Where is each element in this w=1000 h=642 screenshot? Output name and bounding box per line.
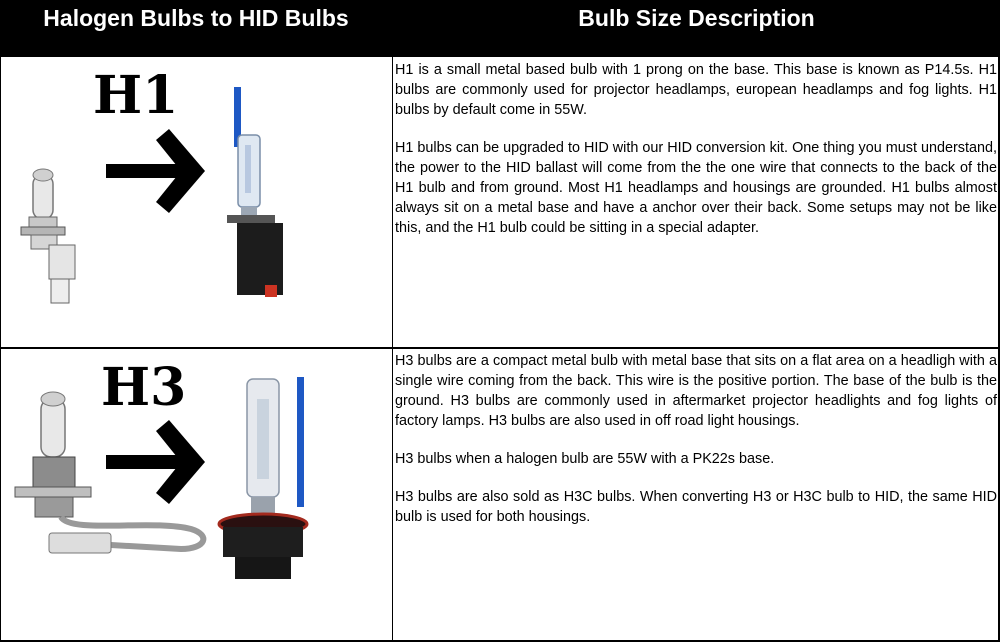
- h1-bulbs-image: [1, 57, 392, 347]
- h3-paragraph: H3 bulbs when a halogen bulb are 55W with a PK22s base.: [395, 451, 775, 467]
- h3-paragraph: H3 bulbs are also sold as H3C bulbs. When converting H3 or H3C bulb to HID, the same HID bulb is used for both housings.: [395, 489, 997, 525]
- hid-h3-bulb-icon: [219, 377, 307, 579]
- conversion-arrow-icon: [106, 420, 205, 504]
- hid-h1-bulb-icon: [227, 87, 283, 297]
- h3-paragraph: H3 bulbs are a compact metal bulb with metal base that sits on a flat area on a headligh with a single wire coming from the back. This wire is the positive portion. The base of the bulb is the ground. H3 bulbs are commonly used in aftermarket projector headlights and fog lights of factory lamps. H3 bulbs are also used in off road light housings.: [395, 353, 997, 429]
- h3-bulbs-image: [1, 349, 392, 640]
- h3-label: H3: [101, 357, 187, 418]
- h1-paragraph: H1 bulbs can be upgraded to HID with our HID conversion kit. One thing you must understand, the power to the HID ballast will come from the the one wire that connects to the back of the H1 bulb and from ground. Most H1 headlamps and housings are grounded. H1 bulbs almost always sit on a metal base and have a anchor over their back. Some setups may not be like this, and the H1 bulb could be sitting in a special adapter.: [395, 140, 997, 236]
- h1-label: H1: [93, 65, 179, 126]
- h3-illustration: [1, 349, 392, 640]
- h1-illustration: [1, 57, 392, 347]
- column-divider: [392, 0, 393, 642]
- conversion-arrow-icon: [106, 129, 205, 213]
- h1-description: [395, 60, 997, 256]
- header-bulb-size-description: Bulb Size Description: [393, 0, 1000, 57]
- halogen-h1-bulb-icon: [21, 169, 75, 303]
- h1-paragraph: H1 is a small metal based bulb with 1 prong on the base. This base is known as P14.5s. H1 bulbs are commonly used for projector headlamps, european headlamps and fog lights. H1 bulbs by default come in 55W.: [395, 62, 997, 118]
- header-halogen-to-hid: Halogen Bulbs to HID Bulbs: [0, 0, 392, 57]
- h3-description: [395, 351, 997, 545]
